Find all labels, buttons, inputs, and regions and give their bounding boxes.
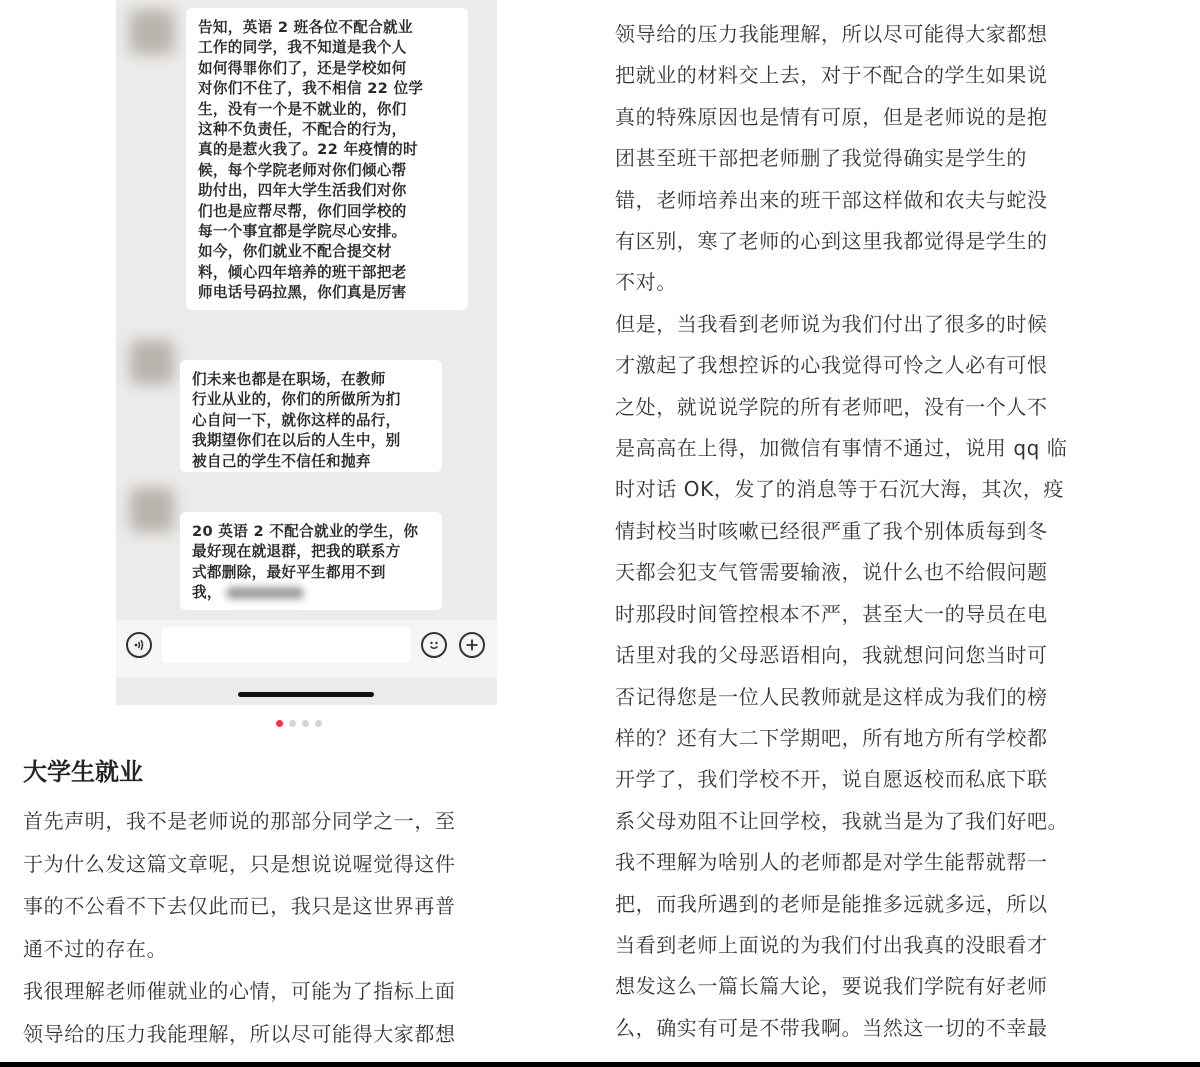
pagination-dot[interactable] — [302, 720, 309, 727]
post-title: 大学生就业 — [23, 758, 143, 786]
pagination-dot[interactable] — [315, 720, 322, 727]
chat-input-bar — [116, 620, 497, 678]
carousel-pagination — [276, 720, 322, 727]
emoji-icon-glyph — [426, 637, 442, 653]
pagination-dot-active[interactable] — [276, 720, 283, 727]
message-input[interactable] — [162, 627, 410, 663]
home-indicator — [238, 692, 374, 697]
chat-bubble: 告知，英语 2 班各位不配合就业 工作的同学，我不知道是我个人 如何得罪你们了，还是学校如何 对你们不住了，我不相信 22 位学 生，没有一个是不就业的，你们 这种不负责任，不配合的行为， 真的是惹火我了。22 年疫情的时 候，每个学院老师对你们倾心帮 助付出，四年大学生活我们对你 们也是应帮尽帮，你们回学校的 每一个事宜都是学院尽心安排。 如今，你们就业不配合提交材 料，倾心四年培养的班干部把老 师电话号码拉黑，你们真是厉害 — [186, 8, 468, 310]
bottom-border — [0, 1062, 1200, 1067]
left-post-panel — [0, 0, 590, 1067]
pagination-dot[interactable] — [289, 720, 296, 727]
emoji-icon[interactable] — [421, 632, 447, 658]
avatar — [130, 340, 174, 384]
chat-bubble: 20 英语 2 不配合就业的学生，你 最好现在就退群，把我的联系方 式都删除，最好平生都用不到 我， — [180, 512, 442, 610]
chat-screenshot — [116, 0, 497, 705]
plus-icon[interactable] — [459, 632, 485, 658]
post-body-continued: 领导给的压力我能理解，所以尽可能得大家都想 把就业的材料交上去，对于不配合的学生如果说 真的特殊原因也是情有可原，但是老师说的是抱 团甚至班干部把老师删了我觉得确实是学生的 错，老师培养出来的班干部这样做和农夫与蛇没 有区别，寒了老师的心到这里我都觉得是学生的 不对。 但是，当我看到老师说为我们付出了很多的时候 才激起了我想控诉的心我觉得可怜之人必有可恨 之处，就说说学院的所有老师吧，没有一个人不 是高高在上得，加微信有事情不通过，说用 qq 临 时对话 OK，发了的消息等于石沉大海，其次，疫 情封校当时咳嗽已经很严重了我个别体质每到冬 天都会犯支气管需要输液，说什么也不给假问题 时那段时间管控根本不严，甚至大一的导员在电 话里对我的父母恶语相向，我就想问问您当时可 否记得您是一位人民教师就是这样成为我们的榜 样的？还有大二下学期吧，所有地方所有学校都 开学了，我们学校不开，说自愿返校而私底下联 系父母劝阻不让回学校，我就当是为了我们好吧。 我不理解为啥别人的老师都是对学生能帮就帮一 把，而我所遇到的老师是能推多远就多远，所以 当看到老师上面说的为我们付出我真的没眼看才 想发这么一篇长篇大论，要说我们学院有好老师 么，确实有可是不带我啊。当然这一切的不幸最 — [615, 22, 1069, 1040]
voice-icon-glyph — [132, 638, 146, 652]
redacted-blur — [226, 587, 304, 599]
chat-bubble: 们未来也都是在职场，在教师 行业从业的，你们的所做所为扪 心自问一下，就你这样的品行， 我期望你们在以后的人生中，别 被自己的学生不信任和抛弃 — [180, 360, 442, 472]
voice-icon[interactable] — [126, 632, 152, 658]
right-post-panel — [594, 0, 1200, 1062]
avatar — [130, 10, 174, 54]
post-body-start: 首先声明，我不是老师说的那部分同学之一，至 于为什么发这篇文章呢，只是想说说喔觉得这件 事的不公看不下去仅此而已，我只是这世界再普 通不过的存在。 我很理解老师催就业的心情，可能为了指标上面 领导给的压力我能理解，所以尽可能得大家都想 — [23, 809, 456, 1046]
plus-icon-glyph — [465, 638, 479, 652]
avatar — [130, 488, 174, 532]
